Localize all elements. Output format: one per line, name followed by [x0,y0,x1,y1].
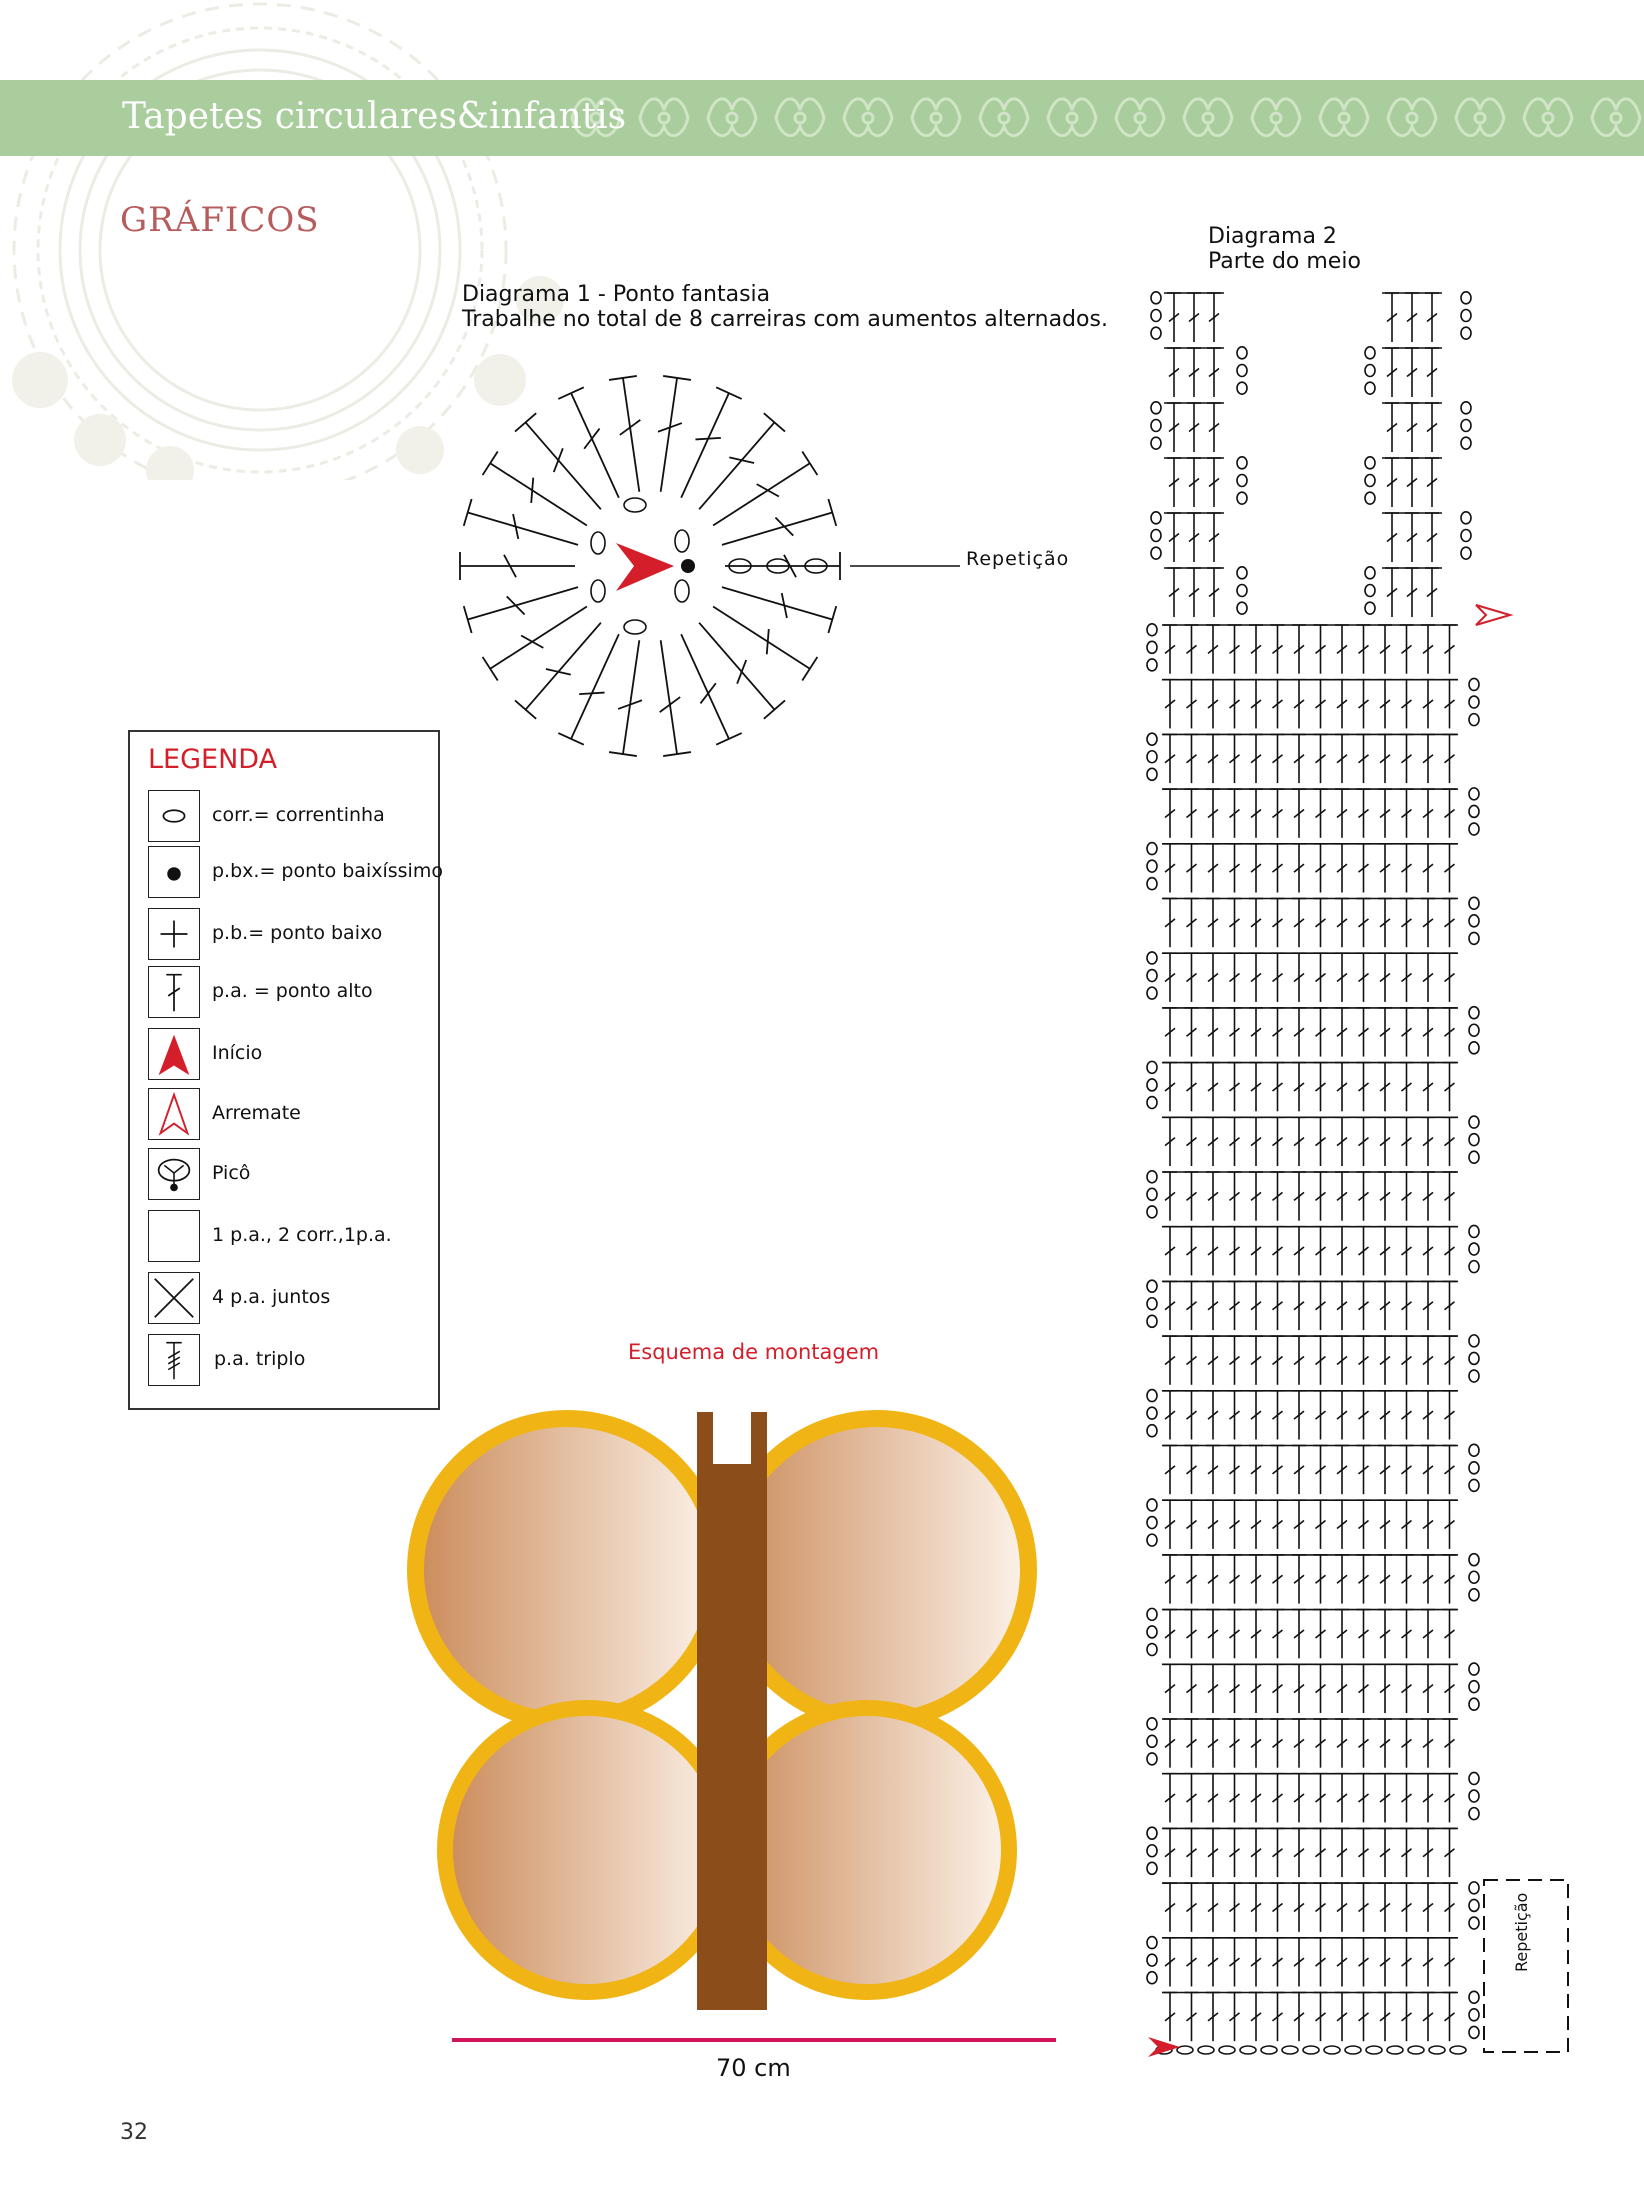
chain-stitch [1147,1171,1157,1183]
double-crochet-stitch [713,463,810,525]
legend-item-start: Início [148,1028,428,1084]
chain-stitch [1151,310,1161,322]
chain-stitch [1469,1024,1479,1036]
stitch-cross-bar [584,429,599,449]
foundation-chain [1198,2046,1214,2054]
chain-stitch [1365,567,1375,579]
ornament-dot [931,113,941,123]
picot-symbol-icon [149,1149,199,1199]
chain-stitch [1461,327,1471,339]
stitch-cross-bar [531,478,533,503]
rug-center-strip [697,1412,767,2010]
start-arrow-icon [616,543,674,591]
ornament-dot [795,113,805,123]
chain-stitch [1147,1827,1157,1839]
chain-stitch [1469,1444,1479,1456]
chain-stitch [675,580,689,602]
chain-stitch [1237,382,1247,394]
foundation-chain [1366,2046,1382,2054]
chain-stitch [1147,1061,1157,1073]
ornament-motif [912,99,960,136]
chain-stitch [1147,1188,1157,1200]
chain-stitch [1147,1718,1157,1730]
foundation-chain [1240,2046,1256,2054]
foundation-chain [1345,2046,1361,2054]
chain-stitch [1147,987,1157,999]
diagram2-repeat-label: Repetição [1512,1892,1531,1972]
chain-stitch [1469,1808,1479,1820]
chain-stitch [1461,402,1471,414]
chain-stitch [1147,1644,1157,1656]
chain-stitch [1365,585,1375,597]
chain-stitch [1469,1116,1479,1128]
stitch-top-bar [558,733,583,745]
ornament-motif [844,99,892,136]
start-arrow-icon [149,1029,199,1079]
foundation-chain [1219,2046,1235,2054]
ornament-dot [863,113,873,123]
chain-stitch [1237,475,1247,487]
chain-stitch [1461,292,1471,304]
chain-stitch [1469,1462,1479,1474]
ornament-motif [1320,99,1368,136]
ornament-motif [1116,99,1164,136]
legend-title: LEGENDA [148,744,278,775]
chain-stitch [591,532,605,554]
chain-stitch [1469,1790,1479,1802]
chain-stitch [1237,365,1247,377]
foundation-chain [1303,2046,1319,2054]
stitch-cross-bar [554,448,563,472]
chain-stitch [1469,1681,1479,1693]
foundation-chain [1408,2046,1424,2054]
slip-stitch-dot [681,559,695,573]
diagram2-vertical-chart [1140,285,1580,2075]
ornament-motif [640,99,688,136]
stitch-cross-bar [775,518,793,536]
ornament-pattern-decoration [566,80,1644,156]
double-crochet-stitch [623,640,639,754]
chain-stitch [1469,1151,1479,1163]
ornament-dot [1203,113,1213,123]
chain-stitch [1469,1772,1479,1784]
chain-symbol-icon [149,791,199,841]
chain-stitch [1237,347,1247,359]
chain-stitch [1469,805,1479,817]
legend-item-slip-stitch: p.bx.= ponto baixíssimo [148,846,428,902]
ornament-motif [1388,99,1436,136]
chain-stitch [1237,602,1247,614]
ornament-motif [1592,99,1640,136]
chain-stitch [1461,437,1471,449]
slip-stitch-symbol-icon [149,847,199,897]
chain-stitch [624,620,646,634]
chain-stitch [1147,952,1157,964]
chain-stitch [1147,1954,1157,1966]
chain-stitch [1147,751,1157,763]
section-title: GRÁFICOS [120,200,320,240]
chain-stitch [1365,382,1375,394]
ornament-motif [1184,99,1232,136]
chain-stitch [1147,1079,1157,1091]
foundation-chain [1450,2046,1466,2054]
legend-item-four-together: 4 p.a. juntos [148,1272,428,1328]
stitch-top-bar [764,413,785,431]
chain-stitch [1237,585,1247,597]
chain-stitch [1469,678,1479,690]
chain-stitch [1365,602,1375,614]
chain-stitch [1469,1589,1479,1601]
double-crochet-stitch [661,378,677,492]
chain-stitch [1469,1554,1479,1566]
chain-stitch [1147,624,1157,636]
chain-stitch [1469,1571,1479,1583]
ornament-dot [727,113,737,123]
legend-item-chain: corr.= correntinha [148,790,428,846]
diagram1-subtitle: Trabalhe no total de 8 carreiras com aumentos alternados. [462,307,1108,332]
chain-stitch [1147,659,1157,671]
chain-stitch [1469,1225,1479,1237]
chain-stitch [1469,1007,1479,1019]
chain-stitch [1147,768,1157,780]
stitch-top-bar [764,700,785,718]
chain-stitch [1147,1499,1157,1511]
chain-stitch [1461,512,1471,524]
chain-stitch [1237,567,1247,579]
chain-stitch [1147,641,1157,653]
chain-stitch [1469,1663,1479,1675]
chain-stitch [1469,1917,1479,1929]
chain-stitch [1147,1206,1157,1218]
chain-stitch [1461,310,1471,322]
chain-stitch [1461,547,1471,559]
chain-stitch [1365,492,1375,504]
ornament-dot [1475,113,1485,123]
double-crochet-stitch [468,587,578,619]
double-crochet-stitch [490,607,587,669]
legend-item-double-crochet: p.a. = ponto alto [148,966,428,1022]
chain-stitch [1151,292,1161,304]
ornament-dot [1135,113,1145,123]
chain-stitch [1147,1280,1157,1292]
double-crochet-stitch [490,463,587,525]
stitch-cross-bar [507,596,525,614]
chain-stitch [1147,1298,1157,1310]
page-number: 32 [120,2120,148,2145]
foundation-chain [1387,2046,1403,2054]
assembly-title: Esquema de montagem [628,1340,880,1364]
double-crochet-symbol-icon [149,967,199,1017]
stitch-top-bar [483,657,498,681]
chain-stitch [675,530,689,552]
assembly-diagram [380,1400,1080,2060]
ornament-dot [999,113,1009,123]
chain-stitch [1147,1425,1157,1437]
stitch-cross-bar [546,669,571,675]
chain-stitch [1147,1390,1157,1402]
empty-square-icon [149,1211,199,1261]
stitch-top-bar [802,452,817,476]
foundation-chain [1282,2046,1298,2054]
stitch-cross-bar [579,693,604,695]
chain-stitch [1147,1315,1157,1327]
stitch-top-bar [716,387,741,399]
ornament-motif [1252,99,1300,136]
chain-stitch [1469,714,1479,726]
diagram1-repeat-label: Repetição [966,548,1070,570]
finish-arrow-icon [149,1089,199,1139]
chain-stitch [1147,1626,1157,1638]
ornament-dot [1407,113,1417,123]
legend-box [128,730,443,1410]
stitch-cross-bar [700,683,715,703]
legend-item-shell: 1 p.a., 2 corr.,1p.a. [148,1210,428,1266]
chain-stitch [1147,1862,1157,1874]
chain-stitch [1147,1608,1157,1620]
ornament-motif [708,99,756,136]
chain-stitch [1461,420,1471,432]
stitch-top-bar [483,452,498,476]
foundation-chain [1429,2046,1445,2054]
ornament-dot [1271,113,1281,123]
chain-stitch [1151,547,1161,559]
chain-stitch [1147,970,1157,982]
chain-stitch [1151,512,1161,524]
chain-stitch [1151,420,1161,432]
chain-stitch [1151,437,1161,449]
chain-stitch [1147,733,1157,745]
double-crochet-stitch [468,512,578,544]
ornament-motif [1524,99,1572,136]
chain-stitch [1469,1243,1479,1255]
chain-stitch [1469,1261,1479,1273]
stitch-cross-bar [737,660,746,684]
chain-stitch [1469,1042,1479,1054]
stitch-top-bar [515,700,536,718]
rug-circle-top-left [407,1410,727,1730]
chain-stitch [1469,1370,1479,1382]
ornament-motif [980,99,1028,136]
stitch-cross-bar [767,629,769,654]
chain-stitch [1469,1899,1479,1911]
stitch-cross-bar [695,438,720,440]
chain-stitch [1365,365,1375,377]
chain-stitch [1469,1335,1479,1347]
stitch-top-bar [515,413,536,431]
double-crochet-stitch [722,587,832,619]
double-crochet-stitch [722,512,832,544]
chain-stitch [1147,1097,1157,1109]
chain-stitch [1469,897,1479,909]
chain-stitch [1469,696,1479,708]
double-crochet-stitch [623,378,639,492]
chain-stitch [1147,1753,1157,1765]
book-title: Tapetes circulares&infantis [122,96,627,137]
chain-stitch [1147,1735,1157,1747]
stitch-top-bar [558,387,583,399]
ornament-dot [659,113,669,123]
ornament-motif [1456,99,1504,136]
foundation-chain [1177,2046,1193,2054]
stitch-cross-bar [729,457,754,463]
width-label: 70 cm [716,2054,791,2082]
stitch-top-bar [716,733,741,745]
chain-stitch [1469,1698,1479,1710]
diagram1-title: Diagrama 1 - Ponto fantasia [462,282,771,307]
chain-stitch [1469,1991,1479,2003]
four-together-symbol-icon [149,1273,199,1323]
chain-stitch [1147,1937,1157,1949]
finish-arrow-icon [1476,605,1510,625]
chain-stitch [1147,1845,1157,1857]
chain-stitch [1365,457,1375,469]
legend-item-finish: Arremate [148,1088,428,1144]
ornament-dot [1339,113,1349,123]
double-crochet-stitch [713,607,810,669]
chain-stitch [1469,2009,1479,2021]
ornament-dot [1611,113,1621,123]
chain-stitch [1151,402,1161,414]
legend-item-triple-crochet: p.a. triplo [148,1334,428,1390]
chain-stitch [1147,878,1157,890]
chain-stitch [1151,530,1161,542]
triple-crochet-symbol-icon [149,1335,199,1385]
legend-item-picot: Picô [148,1148,428,1204]
chain-stitch [1151,327,1161,339]
foundation-chain [1261,2046,1277,2054]
chain-stitch [1469,823,1479,835]
chain-stitch [1469,1479,1479,1491]
ornament-motif [1048,99,1096,136]
chain-stitch [1365,475,1375,487]
foundation-chain [1324,2046,1340,2054]
double-crochet-stitch [661,640,677,754]
chain-stitch [1147,1517,1157,1529]
chain-stitch [1461,530,1471,542]
chain-stitch [1469,932,1479,944]
chain-stitch [1237,492,1247,504]
chain-stitch [1147,843,1157,855]
diagram2-subtitle: Parte do meio [1208,249,1361,274]
legend-item-single-crochet: p.b.= ponto baixo [148,908,428,964]
chain-stitch [1147,1972,1157,1984]
chain-stitch [1365,347,1375,359]
chain-stitch [1147,1534,1157,1546]
chain-stitch [624,498,646,512]
chain-stitch [1469,1882,1479,1894]
chain-stitch [591,580,605,602]
chain-stitch [1469,788,1479,800]
chain-stitch [1147,860,1157,872]
ornament-dot [1067,113,1077,123]
diagram2-title: Diagrama 2 [1208,224,1337,249]
chain-stitch [1237,457,1247,469]
chain-stitch [1469,2026,1479,2038]
chain-stitch [1469,1134,1479,1146]
chain-stitch [1147,1407,1157,1419]
chain-stitch [1469,1352,1479,1364]
chain-stitch [1469,915,1479,927]
rug-circle-bottom-left [437,1700,737,2000]
single-crochet-symbol-icon [149,909,199,959]
stitch-top-bar [802,657,817,681]
ornament-dot [1543,113,1553,123]
ornament-motif [776,99,824,136]
